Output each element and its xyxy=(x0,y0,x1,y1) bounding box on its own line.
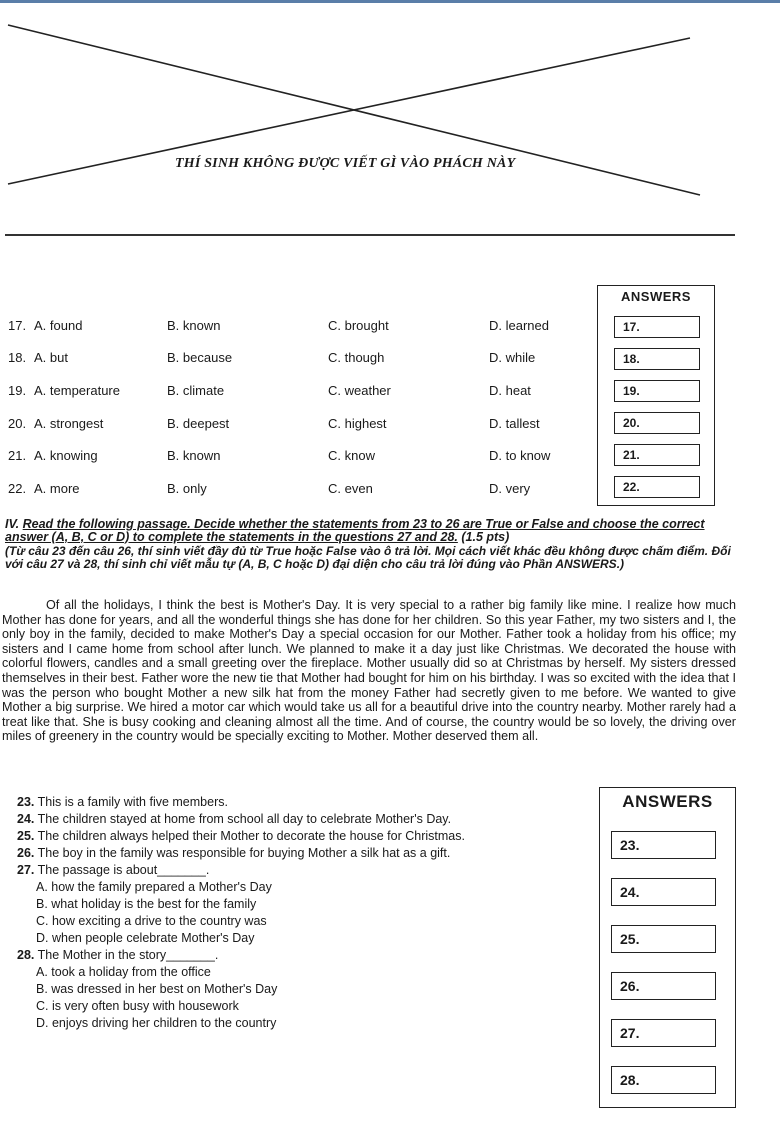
option-27a: A. how the family prepared a Mother's Day xyxy=(36,880,272,894)
statement-text: The children stayed at home from school all day to celebrate Mother's Day. xyxy=(34,812,452,826)
statement-text: The children always helped their Mother to decorate the house for Christmas. xyxy=(34,829,465,843)
statement-24 xyxy=(17,812,451,827)
question-row xyxy=(8,350,593,370)
answer-box-20[interactable] xyxy=(614,412,700,434)
answer-box-21[interactable] xyxy=(614,444,700,466)
section-points: (1.5 pts) xyxy=(461,529,510,544)
option-c: C. though xyxy=(328,350,385,365)
statement-number: 26. xyxy=(17,846,35,860)
statement-number: 24. xyxy=(17,812,35,826)
option-c: C. brought xyxy=(328,318,389,333)
section-vietnamese-note: (Từ câu 23 đến câu 26, thí sinh viết đầy đủ từ True hoặc False vào ô trả lời. Mọi cách viết khác đều không được chấm điểm. Đối với câu 27 và 28, thí sinh chỉ viết mẫu tự (A, B, C hoặc D) đại diện cho câu trả lời đúng vào Phần ANSWERS.) xyxy=(5,544,731,571)
option-d: D. very xyxy=(489,481,531,496)
no-writing-notice: THÍ SINH KHÔNG ĐƯỢC VIẾT GÌ VÀO PHÁCH NÀY xyxy=(175,156,516,171)
option-b: B. climate xyxy=(167,383,225,398)
option-d: D. learned xyxy=(489,318,549,333)
option-b: B. because xyxy=(167,350,233,365)
question-number: 19. xyxy=(8,383,27,398)
option-28c: C. is very often busy with housework xyxy=(36,999,239,1013)
statement-27 xyxy=(17,863,209,878)
header-cross-lines xyxy=(0,0,780,240)
answer-box-28[interactable] xyxy=(611,1066,716,1094)
option-b: B. known xyxy=(167,318,221,333)
answers-title: ANSWERS xyxy=(622,792,713,811)
option-c: C. even xyxy=(328,481,373,496)
statement-23 xyxy=(17,795,228,810)
section-iv-title xyxy=(5,518,745,543)
option-a: A. temperature xyxy=(34,383,120,398)
answer-box-22[interactable] xyxy=(614,476,700,498)
question-row xyxy=(8,448,593,468)
question-number: 20. xyxy=(8,416,27,431)
answer-box-label: 27. xyxy=(620,1025,640,1041)
question-number: 22. xyxy=(8,481,27,496)
question-row xyxy=(8,318,593,338)
option-27c: C. how exciting a drive to the country was xyxy=(36,914,267,928)
question-row xyxy=(8,383,593,403)
answer-box-label: 26. xyxy=(620,978,640,994)
answer-box-26[interactable] xyxy=(611,972,716,1000)
answer-box-23[interactable] xyxy=(611,831,716,859)
statement-25 xyxy=(17,829,465,844)
answer-box-label: 19. xyxy=(623,384,640,398)
option-a: A. more xyxy=(34,481,80,496)
answer-box-25[interactable] xyxy=(611,925,716,953)
answer-box-label: 23. xyxy=(620,837,640,853)
option-b: B. deepest xyxy=(167,416,230,431)
question-number: 18. xyxy=(8,350,27,365)
answer-box-label: 24. xyxy=(620,884,640,900)
statement-number: 23. xyxy=(17,795,35,809)
answer-box-19[interactable] xyxy=(614,380,700,402)
question-row xyxy=(8,481,593,501)
option-28d: D. enjoys driving her children to the country xyxy=(36,1016,277,1030)
statement-number: 27. xyxy=(17,863,35,877)
option-b: B. only xyxy=(167,481,207,496)
statement-text: The Mother in the story_______. xyxy=(34,948,219,962)
answer-box-label: 20. xyxy=(623,416,640,430)
answer-box-27[interactable] xyxy=(611,1019,716,1047)
option-28a: A. took a holiday from the office xyxy=(36,965,211,979)
section-instruction: Read the following passage. Decide whether the statements from 23 to 26 are True or False and choose the correct answer (A, B, C or D) to complete the statements in the questions 27 and 28. xyxy=(5,517,705,544)
section-number: IV. xyxy=(5,517,20,531)
answer-box-label: 17. xyxy=(623,320,640,334)
statement-28 xyxy=(17,948,218,963)
option-c: C. weather xyxy=(328,383,391,398)
option-a: A. but xyxy=(34,350,68,365)
option-d: D. while xyxy=(489,350,536,365)
option-28b: B. was dressed in her best on Mother's Day xyxy=(36,982,278,996)
answer-box-label: 18. xyxy=(623,352,640,366)
option-b: B. known xyxy=(167,448,221,463)
header-separator xyxy=(5,234,735,236)
statement-number: 28. xyxy=(17,948,35,962)
option-27d: D. when people celebrate Mother's Day xyxy=(36,931,255,945)
answer-box-18[interactable] xyxy=(614,348,700,370)
question-number: 17. xyxy=(8,318,27,333)
answer-box-24[interactable] xyxy=(611,878,716,906)
question-row xyxy=(8,416,593,436)
answer-box-label: 25. xyxy=(620,931,640,947)
option-c: C. know xyxy=(328,448,375,463)
option-a: A. found xyxy=(34,318,83,333)
option-a: A. knowing xyxy=(34,448,98,463)
option-27b: B. what holiday is the best for the family xyxy=(36,897,257,911)
option-d: D. tallest xyxy=(489,416,540,431)
option-c: C. highest xyxy=(328,416,387,431)
answers-title: ANSWERS xyxy=(621,289,691,304)
statement-text: The passage is about_______. xyxy=(34,863,210,877)
answer-box-label: 28. xyxy=(620,1072,640,1088)
answer-box-label: 21. xyxy=(623,448,640,462)
question-number: 21. xyxy=(8,448,27,463)
answer-box-17[interactable] xyxy=(614,316,700,338)
option-a: A. strongest xyxy=(34,416,104,431)
statement-text: The boy in the family was responsible for buying Mother a silk hat as a gift. xyxy=(34,846,451,860)
statement-26 xyxy=(17,846,450,861)
answer-box-label: 22. xyxy=(623,480,640,494)
statement-number: 25. xyxy=(17,829,35,843)
answers-panel-1 xyxy=(597,285,715,506)
option-d: D. to know xyxy=(489,448,551,463)
reading-passage: Of all the holidays, I think the best is Mother's Day. It is very special to a rather big family like mine. I realize how much Mother has done for years, and all the wonderful things she has done for her children. So this year Father, my two sisters and I, the only boy in the family, decided to make Mother's Day a special occasion for our Mother. Father took a holiday from his office; my sisters and I came home from school after lunch. We planned to make it a day just like Christmas. We decorated the house with colorful flowers, candles and a small greeting over the fireplace. Mother usually did so at Christmas by herself. My sisters dressed themselves in their best. Father wore the new tie that Mother had bought for him on his birthday. I was so excited with the idea that I was the person who bought Mother a new silk hat from the money Father had secretly given to me before. We wanted to give Mother a big surprise. We hired a motor car which would take us all for a beautiful drive into the country nearby. Mother rarely had a treat like that. She is busy cooking and cleaning almost all the time. And of course, the country would be so lovely, the driving over miles of greenery in the country would be specially exciting to Mother. Mother deserved them all. xyxy=(2,598,736,744)
answers-panel-2 xyxy=(599,787,736,1108)
option-d: D. heat xyxy=(489,383,531,398)
statement-text: This is a family with five members. xyxy=(34,795,228,809)
